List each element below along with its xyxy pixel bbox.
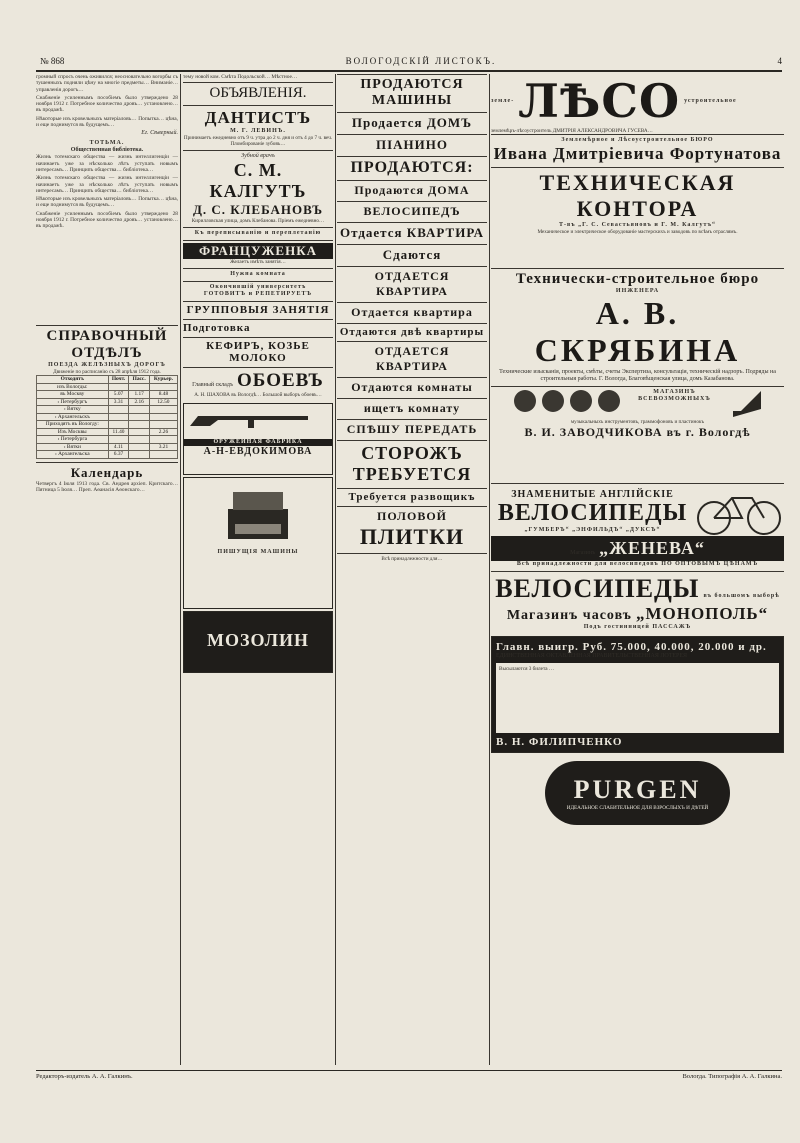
table-cell	[129, 436, 149, 444]
table-cell: Изъ Москвы	[37, 428, 109, 436]
zheneva-title: „ЖЕНЕВА“	[599, 538, 705, 558]
spravochny-heading: СПРАВОЧНЫЙ ОТДѢЛЪ	[46, 328, 168, 362]
table-cell	[108, 413, 129, 421]
bicycle-icon	[694, 486, 784, 536]
dentist-text: Принимаетъ ежедневно отъ 9 ч. утра до 2 ч. дня и отъ 4 до 7 ч. веч. Пломбированіе зубовъ…	[183, 135, 333, 148]
lottery-sub: ЕДИНСТВЕННАЯ ОКТАВЛЕННАЯ ПРАВИТЕЛЬСТВЕННАЯ ЛОТЕРЕЯ	[496, 653, 688, 659]
dentist2-ad	[183, 150, 333, 227]
lottery-ad	[491, 636, 784, 753]
table-cell: › Вятку	[37, 406, 109, 414]
article-subhead: Общественная библіотека.	[70, 147, 144, 154]
purgen-title: PURGEN	[573, 775, 702, 804]
skryabina-name: А. В. СКРЯБИНА	[534, 295, 741, 368]
column-divider	[335, 74, 336, 1065]
univ-ad	[183, 281, 333, 301]
bicycle-ad	[491, 483, 784, 571]
gun-shop-title: ОРУЖЕЙНАЯ ФАБРИКА	[184, 439, 332, 446]
oboi-pre: Главный складъ	[192, 382, 233, 389]
gotovit-title: ГОТОВИТЪ и РЕПЕТИРУЕТЪ	[203, 291, 313, 298]
kefir-ad: КЕФИРЪ, КОЗЬЕ МОЛОКО	[183, 337, 333, 367]
velosipedy-title: ВЕЛОСИПЕДЫ	[497, 499, 688, 526]
tech-owners: Т-въ „Г. С. Севастьяновъ и Г. М. Калгутъ“	[559, 222, 716, 228]
prodayutsya2-ad: ПРОДАЮТСЯ:	[337, 156, 487, 180]
trains-heading: ПОЕЗДА ЖЕЛѢЗНЫХЪ ДОРОГЪ	[48, 362, 166, 369]
purgen-ad	[491, 761, 784, 825]
fortunatov-name: Ивана Дмитріевича Фортунатова	[493, 144, 782, 163]
fortunatov-ad	[491, 134, 784, 167]
pianino-ad: ПІАНИНО	[337, 134, 487, 156]
monopol-ad	[491, 571, 784, 634]
article-continuation	[36, 175, 178, 325]
table-cell: 4.11	[108, 443, 129, 451]
velosipedy2-title: ВЕЛОСИПЕДЫ	[495, 574, 700, 603]
column-divider	[180, 74, 181, 1065]
article-signature: Ег. Сѣверный.	[141, 130, 178, 137]
table-row	[37, 428, 178, 436]
kvartira4-ad: ОТДАЕТСЯ КВАРТИРА	[337, 341, 487, 377]
storozh-ad	[337, 440, 487, 488]
header-rule	[36, 70, 782, 72]
page-footer	[36, 1070, 782, 1080]
zubnoy-text: Кирилловская улица, домъ Клебанова. Пріемъ ежедневно…	[191, 218, 325, 225]
gun-shop-owner: А-Н-ЕВДОКИМОВА	[203, 446, 313, 458]
table-row	[37, 398, 178, 406]
article-text-7: Снабженіе усиленнымъ пособіемъ было утверждено 28 ноября 1912 г. Потребное количество дровъ… установлено… въ продажѣ.	[36, 210, 178, 230]
trains-sub: Движеніе по расписанію съ 28 апрѣля 1912 года.	[53, 369, 161, 376]
table-cell	[108, 383, 129, 391]
table-cell	[149, 413, 177, 421]
column-1	[36, 74, 178, 1065]
vbolshom-label: въ большомъ выборѣ	[703, 593, 780, 599]
table-cell: въ Москву	[37, 391, 109, 399]
mashiny-title: МАШИНЫ	[371, 93, 453, 108]
plitki-pre: ПОЛОВОЙ	[376, 509, 448, 523]
calendar-section	[36, 462, 178, 499]
article-text-3: Нѣкоторые изъ кровельныхъ матеріаловъ… Попытка… цѣна, и еще поднимутся въ будущемъ…	[36, 115, 178, 129]
rifle-icon	[188, 404, 328, 434]
th-postal: Почт.	[108, 376, 129, 384]
kvartira3-ad: Отдается квартира	[337, 302, 487, 323]
lyeso-left: земле-	[491, 97, 515, 104]
table-cell	[149, 383, 177, 391]
french-text: Желаетъ имѣть занятія…	[230, 259, 286, 266]
table-cell	[149, 451, 177, 459]
vse-text: Всѣ принадлежности для велосипедовъ ПО ОПТОВЫМЪ ЦѢНАМЪ	[516, 561, 759, 567]
issue-number: № 868	[40, 56, 65, 66]
typewriter-ad	[183, 477, 333, 609]
table-cell	[108, 436, 129, 444]
razvoschik-ad: Требуется развощикъ	[337, 488, 487, 506]
table-cell: 6.37	[108, 451, 129, 459]
dentist-ad	[183, 105, 333, 150]
plitki-title: ПЛИТКИ	[359, 524, 465, 549]
tech-kontora-ad	[491, 167, 784, 238]
klebanov-name: Д. С. КЛЕБАНОВЪ	[192, 202, 324, 218]
velosiped-title: ВЕЛОСИПЕДЪ	[363, 204, 461, 218]
editor-line: Редакторъ-издатель А. А. Галкинъ.	[36, 1073, 133, 1080]
zubnoy-label: Зубной врачъ	[241, 153, 275, 160]
monopol-title: „МОНОПОЛЬ“	[635, 604, 769, 623]
lottery-table	[496, 663, 779, 733]
group-ad: ГРУППОВЫЯ ЗАНЯТІЯ	[183, 301, 333, 319]
article-text-5: Жизнь тотемскаго общества — жизнь интеллигенціи — начинаетъ уже за нѣсколько лѣтъ уступать новымъ интересамъ… Принципъ общества… библіотека…	[36, 175, 178, 194]
prodayutsya-title: ПРОДАЮТСЯ	[360, 77, 464, 92]
table-cell: › Архангельска	[37, 451, 109, 459]
medal-icon	[569, 389, 593, 413]
passazh-label: Подъ гостинницей ПАССАЖЪ	[583, 624, 692, 630]
table-cell: 8.48	[149, 391, 177, 399]
lottery-text: Высылаются 3 билета …	[499, 666, 555, 672]
french-title: ФРАНЦУЖЕНКА	[183, 243, 333, 259]
skryabin-ad	[491, 268, 784, 386]
univ-title: Окончившій университетъ	[209, 284, 307, 291]
stroy-text: Технические изысканія, проекты, смѣты, счеты Экспертиза, консультація, техническій надзоръ. Подряды на строительныя работы. Г. Вологда, Благовѣщенская улица, домъ Казабанова.	[499, 369, 776, 382]
eng-label: ЗНАМЕНИТЫЕ АНГЛІЙСКІЕ	[511, 488, 674, 500]
table-cell	[129, 428, 149, 436]
kalgut-name: С. М. КАЛГУТЪ	[209, 160, 307, 202]
table-cell: 2.16	[129, 398, 149, 406]
page-number: 4	[777, 56, 782, 66]
table-row	[37, 413, 178, 421]
medal-icon	[541, 389, 565, 413]
lyeso-right: устроительное	[684, 97, 737, 104]
velosiped-ad	[337, 201, 487, 222]
komnata-ishchet-ad: ищетъ комнату	[337, 398, 487, 419]
table-cell: 11.40	[108, 428, 129, 436]
table-row	[37, 406, 178, 414]
article-text-4: Жизнь тотемскаго общества — жизнь интеллигенціи — начинаетъ уже за нѣсколько лѣтъ уступать новымъ интересамъ… Принципъ общества… библіотека…	[36, 154, 178, 173]
oboi-title: ОБОЕВЪ	[236, 370, 324, 392]
komnaty-ad: Отдаются комнаты	[337, 377, 487, 398]
newspaper-title: ВОЛОГОДСКІЙ ЛИСТОКЪ.	[345, 56, 497, 66]
column-divider	[489, 74, 490, 1065]
announcements-heading: ОБЪЯВЛЕНІЯ.	[183, 82, 333, 105]
buro-title: Землемѣрное и Лѣсоустроительное БЮРО	[561, 137, 714, 143]
storage-ad: Всѣ принадлежности для…	[337, 553, 487, 565]
th-departure: Отходятъ	[37, 376, 109, 384]
perepiska-ad: Къ переписыванію и переплетанію	[183, 227, 333, 240]
table-cell	[108, 406, 129, 414]
table-cell: › Петербургъ	[37, 398, 109, 406]
column-3	[337, 74, 487, 1065]
col2-top-text: тему новой ком. Смѣта Подольской… Мѣстное…	[183, 74, 298, 80]
table-cell: › Петербурга	[37, 436, 109, 444]
komnata-ad: Нужна комната	[183, 268, 333, 281]
column-2	[183, 74, 333, 1065]
calendar-heading: Календарь	[70, 464, 144, 480]
th-express: Курьер.	[149, 376, 177, 384]
table-row	[37, 436, 178, 444]
table-cell: 5.07	[108, 391, 129, 399]
mashiny-ad	[337, 74, 487, 112]
oboi-ad	[183, 367, 333, 401]
table-cell	[129, 443, 149, 451]
gramophone-icon	[729, 389, 763, 419]
mozolin-ad	[183, 611, 333, 673]
dom-ad: Продается ДОМЪ	[337, 112, 487, 134]
table-cell: изъ Вологды:	[37, 383, 109, 391]
podgotovka-ad: Подготовка	[183, 319, 333, 337]
dve-kvartiry-ad: Отдаются двѣ квартиры	[337, 323, 487, 341]
table-cell: 2.26	[149, 428, 177, 436]
table-cell	[149, 406, 177, 414]
sdayutsya-ad: Сдаются	[337, 244, 487, 266]
bike-brands: „ГУМБЕРЪ“ „ЭНФИЛЬДЪ“ „ДУКСЪ“	[524, 526, 661, 533]
magazin-text: музыкальныхъ инструментовъ, граммофоновъ и пластинокъ	[570, 419, 705, 425]
table-cell: 1.17	[129, 391, 149, 399]
dentist-name: М. Г. ЛЕВИНЪ.	[230, 128, 286, 135]
calendar-text: Четвергъ 4 Іюля 1913 года. Св. Андрея архіеп. Критскаго… Пятница 5 Іюля… Преп. Аѳанасія Аѳонскаго…	[36, 480, 178, 494]
purgen-sub: ИДЕАЛЬНОЕ СЛАБИТЕЛЬНОЕ ДЛЯ ВЗРОСЛЫХЪ И ДѢТЕЙ	[566, 805, 709, 811]
table-cell	[129, 383, 149, 391]
inzhenera-label: ИНЖЕНЕРА	[615, 288, 660, 294]
table-cell	[129, 413, 149, 421]
medal-icon	[597, 389, 621, 413]
table-row	[37, 391, 178, 399]
trebuetsya-title: ТРЕБУЕТСЯ	[352, 464, 472, 484]
lyeso-ad	[491, 74, 784, 128]
doma-ad: Продаются ДОМА	[337, 180, 487, 201]
kvartira-ad: Отдается КВАРТИРА	[337, 222, 487, 244]
table-cell: 12.50	[149, 398, 177, 406]
table-row	[37, 451, 178, 459]
medal-icon	[513, 389, 537, 413]
table-cell: › Вятки	[37, 443, 109, 451]
sryvu-ad: СПѢШУ ПЕРЕДАТЬ	[337, 419, 487, 440]
zavodchikova-name: В. И. ЗАВОДЧИКОВА въ г. Вологдѣ	[524, 425, 751, 439]
oboi-text: А. Н. ШАХОВА въ Вологдѣ… Большой выборъ обоевъ…	[194, 392, 322, 399]
city-heading: ТОТЬМА.	[89, 140, 125, 147]
storozh-title: СТОРОЖЪ	[361, 443, 463, 463]
french-ad	[183, 240, 333, 268]
dentist-title: ДАНТИСТЪ	[204, 108, 312, 128]
mozolin-title: МОЗОЛИН	[206, 630, 309, 651]
train-table	[36, 375, 178, 459]
lyeso-title: ЛѢСО	[518, 74, 681, 128]
plitki-ad	[337, 506, 487, 553]
tech-text: Механическое и электрическое оборудованіе мастерскихъ и заводовъ по всѣмъ отраслямъ.	[537, 229, 738, 235]
tech-kontora-title: ТЕХНИЧЕСКАЯ КОНТОРА	[539, 170, 736, 221]
magazin2-label: Магазинъ	[570, 550, 596, 556]
table-cell	[149, 436, 177, 444]
filipchenko-name: В. Н. ФИЛИПЧЕНКО	[496, 736, 623, 748]
table-cell	[129, 421, 149, 429]
table-cell: Приходятъ въ Вологду:	[37, 421, 109, 429]
table-cell: 3.21	[149, 443, 177, 451]
magazin-title: МАГАЗИНЪ ВСЕВОЗМОЖНЫХЪ	[638, 389, 711, 402]
table-cell: › Архангельскъ	[37, 413, 109, 421]
column-4	[491, 74, 784, 1065]
lyeso-text: землемѣръ-лѣсоустроитель ДМИТРІЯ АЛЕКСАНДРОВИЧА ГУСЕВА…	[491, 128, 653, 134]
table-cell	[129, 406, 149, 414]
table-cell	[108, 421, 129, 429]
table-row	[37, 443, 178, 451]
spravochny-section	[36, 325, 178, 462]
typewriter-icon	[223, 484, 293, 544]
lottery-title: Главн. выигр. Руб. 75.000, 40.000, 20.000 и др.	[496, 641, 767, 653]
monopol-pre: Магазинъ часовъ	[506, 608, 632, 623]
article-text: громный спросъ очень оживился; неосновательно вогорбы съ тушенныхъ подняли цѣну на многіе предметы… Вниманіе… управленія дорогъ…	[36, 74, 178, 93]
kvartira2-ad: ОТДАЕТСЯ КВАРТИРА	[337, 266, 487, 302]
th-passenger: Пасс.	[129, 376, 149, 384]
table-row	[37, 421, 178, 429]
table-cell: 3.31	[108, 398, 129, 406]
gun-shop-ad	[183, 403, 333, 475]
article-text-6: Нѣкоторые изъ кровельныхъ матеріаловъ… Попытка… цѣна, и еще поднимутся въ будущемъ…	[36, 196, 178, 209]
print-line: Вологда. Типографія А. А. Галкина.	[682, 1073, 782, 1080]
music-shop-ad	[491, 386, 784, 443]
table-cell	[129, 451, 149, 459]
typewriter-title: ПИШУЩІЯ МАШИНЫ	[217, 549, 299, 556]
stroy-buro-title: Технически-строительное бюро	[515, 271, 760, 287]
table-row	[37, 383, 178, 391]
table-cell	[149, 421, 177, 429]
article-text-2: Снабженіе усиленнымъ пособіемъ было утверждено 28 ноября 1912 г. Потребное количество дровъ… установлено… въ продажѣ.	[36, 94, 178, 114]
